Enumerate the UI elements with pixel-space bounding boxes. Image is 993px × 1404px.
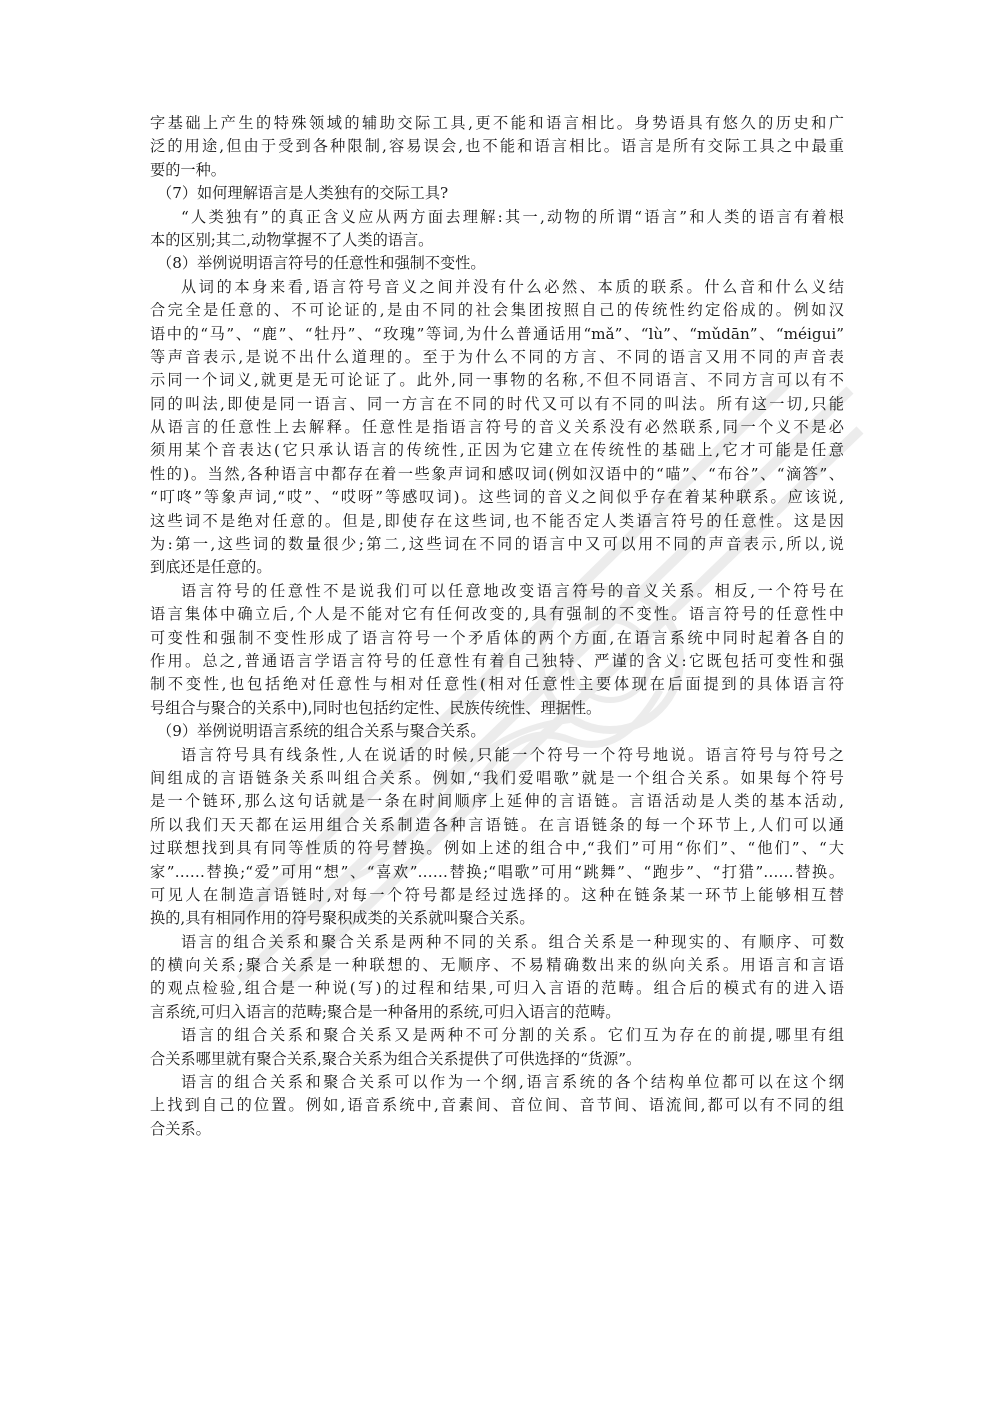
paragraph-first-line: 语言符号具有线条性,人在说话的时候,只能一个符号一个符号地说。语言符号与符号之 (181, 745, 844, 764)
text-line: 本的区别;其二,动物掌握不了人类的语言。 (150, 230, 434, 249)
text-line: “叮咚”等象声词,“哎”、“哎呀”等感叹词)。这些词的音义之间似乎存在着某种联系。应该说, (150, 488, 844, 507)
text-line: 可见人在制造言语链时,对每一个符号都是经过选择的。这种在链条某一环节上能够相互替 (150, 885, 844, 904)
text-line: 合完全是任意的、不可论证的,是由不同的社会集团按照自己的传统性约定俗成的。例如汉 (150, 301, 844, 320)
text-line: 作用。总之,普通语言学语言符号的任意性有着自己独特、严谨的含义:它既包括可变性和强 (150, 651, 844, 670)
text-line: 到底还是任意的。 (150, 558, 272, 577)
question-heading: （7）如何理解语言是人类独有的交际工具? (157, 184, 449, 203)
text-line: 须用某个音表达(它只承认语言的传统性,正因为它建立在传统性的基础上,它才可能是任意 (150, 441, 844, 460)
text-line: 换的,具有相同作用的符号聚积成类的关系就叫聚合关系。 (150, 909, 535, 928)
paragraph-first-line: 语言的组合关系和聚合关系可以作为一个纲,语言系统的各个结构单位都可以在这个纲 (181, 1073, 844, 1092)
text-line: 这些词不是绝对任意的。但是,即使存在这些词,也不能否定人类语言符号的任意性。这是因 (150, 511, 844, 530)
text-line: 过联想找到具有同等性质的符号替换。例如上述的组合中,“我们”可用“你们”、“他们”、“大 (150, 839, 844, 858)
text-line: 的横向关系;聚合关系是一种联想的、无顺序、不易精确数出来的纵向关系。用语言和言语 (150, 956, 844, 975)
question-heading: （8）举例说明语言符号的任意性和强制不变性。 (157, 254, 486, 273)
text-line: 语中的“马”、“鹿”、“牡丹”、“玫瑰”等词,为什么普通话用“mǎ”、“lù”、“mǔdān”、“méigui” (150, 324, 844, 343)
paragraph-first-line: “人类独有”的真正含义应从两方面去理解:其一,动物的所谓“语言”和人类的语言有着根 (181, 207, 844, 226)
text-line: 可变性和强制不变性形成了语言符号一个矛盾体的两个方面,在语言系统中同时起着各自的 (150, 628, 844, 647)
paragraph-first-line: 语言符号的任意性不是说我们可以任意地改变语言符号的音义关系。相反,一个符号在 (181, 581, 844, 600)
text-line: 上找到自己的位置。例如,语音系统中,音素间、音位间、音节间、语流间,都可以有不同的组 (150, 1096, 844, 1115)
text-line: 是一个链环,那么这句话就是一条在时间顺序上延伸的言语链。言语活动是人类的基本活动, (150, 792, 844, 811)
text-body (150, 112, 844, 1141)
text-line: 所以我们天天都在运用组合关系制造各种言语链。在言语链条的每一个环节上,人们可以通 (150, 815, 844, 834)
text-line: 等声音表示,是说不出什么道理的。至于为什么不同的方言、不同的语言又用不同的声音表 (150, 347, 844, 366)
text-line: 合关系。 (150, 1119, 211, 1138)
text-line: 合关系哪里就有聚合关系,聚合关系为组合关系提供了可供选择的“货源”。 (150, 1049, 642, 1068)
text-line: 性的)。当然,各种语言中都存在着一些象声词和感叹词(例如汉语中的“喵”、“布谷”、“滴答”、 (150, 464, 844, 483)
paragraph-first-line: 从词的本身来看,语言符号音义之间并没有什么必然、本质的联系。什么音和什么义结 (181, 277, 844, 296)
text-line: 字基础上产生的特殊领域的辅助交际工具,更不能和语言相比。身势语具有悠久的历史和广 (150, 114, 844, 132)
text-line: 示同一个词义,就更是无可论证了。此外,同一事物的名称,不但不同语言、不同方言可以有不 (150, 371, 844, 390)
text-line: 间组成的言语链条关系叫组合关系。例如,“我们爱唱歌”就是一个组合关系。如果每个符号 (150, 768, 844, 787)
question-heading: （9）举例说明语言系统的组合关系与聚合关系。 (157, 722, 486, 741)
text-line: 同的叫法,即使是同一语言、同一方言在不同的时代又可以有不同的叫法。所有这一切,只能 (150, 394, 844, 413)
text-line: 言系统,可归入语言的范畴;聚合是一种备用的系统,可归入语言的范畴。 (150, 1002, 621, 1021)
text-line: 泛的用途,但由于受到各种限制,容易误会,也不能和语言相比。语言是所有交际工具之中最重 (150, 137, 844, 156)
text-line: 语言集体中确立后,个人是不能对它有任何改变的,具有强制的不变性。语言符号的任意性中 (150, 605, 844, 624)
text-line: 制不变性,也包括绝对任意性与相对任意性(相对任意性主要体现在后面提到的具体语言符 (150, 675, 844, 694)
text-line: 为:第一,这些词的数量很少;第二,这些词在不同的语言中又可以用不同的声音表示,所以,说 (150, 535, 844, 554)
text-line: 要的一种。 (150, 160, 226, 179)
text-line: 号组合与聚合的关系中),同时也包括约定性、民族传统性、理据性。 (150, 698, 602, 717)
text-line: 家”……替换;“爱”可用“想”、“喜欢”……替换;“唱歌”可用“跳舞”、“跑步”、“打猎”……替换。 (150, 862, 844, 881)
paragraph-first-line: 语言的组合关系和聚合关系是两种不同的关系。组合关系是一种现实的、有顺序、可数 (181, 932, 844, 951)
text-line: 从语言的任意性上去解释。任意性是指语言符号的音义关系没有必然联系,同一个义不是必 (150, 418, 844, 437)
paragraph-first-line: 语言的组合关系和聚合关系又是两种不可分割的关系。它们互为存在的前提,哪里有组 (181, 1026, 844, 1045)
text-line: 的观点检验,组合是一种说(写)的过程和结果,可归入言语的范畴。组合后的模式有的进入语 (150, 979, 844, 998)
